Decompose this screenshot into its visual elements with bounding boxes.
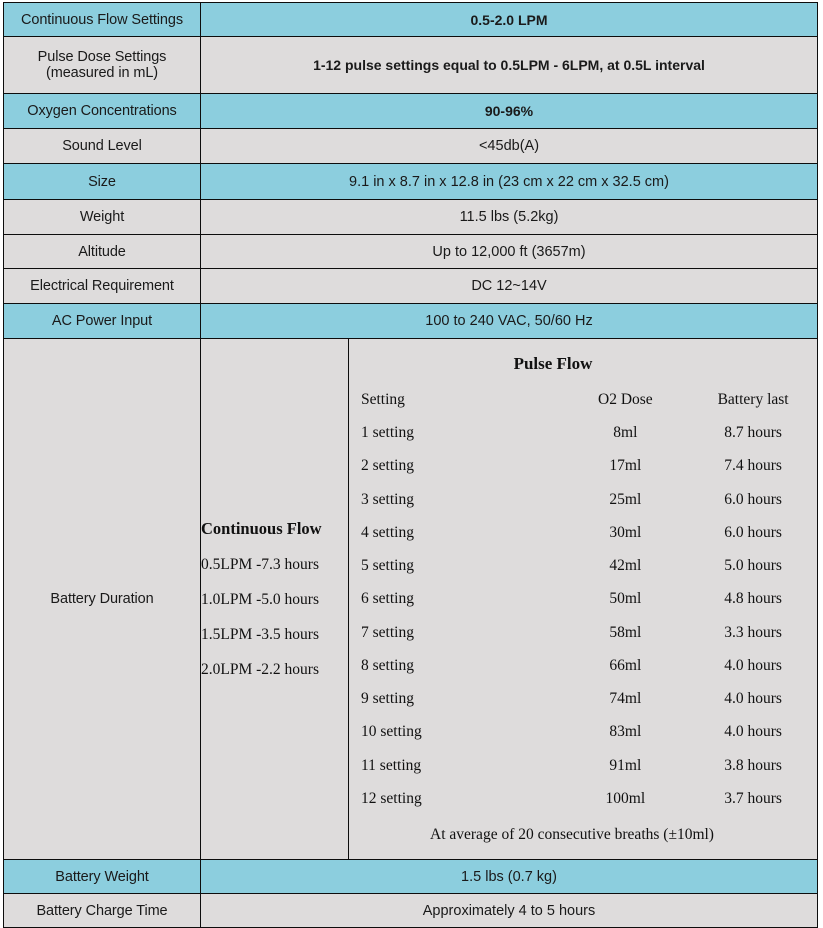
- table-row: [4, 3, 818, 37]
- row-value: [201, 200, 818, 235]
- pulse-flow-title: Pulse Flow: [513, 353, 593, 373]
- pulse-flow-row: [349, 691, 817, 724]
- pulse-flow-row: [349, 658, 817, 691]
- pulse-flow-dose: 50ml: [609, 590, 642, 608]
- continuous-flow-cell: [201, 339, 349, 860]
- pulse-flow-note: At average of 20 consecutive breaths (±10ml): [430, 826, 714, 844]
- row-label-text: Altitude: [78, 243, 126, 260]
- row-value: [201, 129, 818, 164]
- row-label-text: Continuous Flow Settings: [20, 11, 184, 28]
- battery-duration-label-text: Battery Duration: [50, 591, 154, 607]
- row-label: [4, 304, 201, 339]
- table-row: [4, 304, 818, 339]
- pulse-flow-battery: 6.0 hours: [724, 523, 782, 541]
- row-label-text: Sound Level: [62, 138, 142, 154]
- battery-duration-row: [4, 339, 818, 860]
- row-label-text: Electrical Requirement: [30, 278, 174, 294]
- pulse-flow-row: [349, 758, 817, 791]
- pulse-flow-setting: 6 setting: [361, 590, 414, 608]
- table-row: [4, 269, 818, 304]
- pulse-flow-setting: 5 setting: [361, 557, 414, 575]
- row-value: [201, 860, 818, 894]
- pulse-flow-battery: 4.8 hours: [724, 590, 782, 608]
- pulse-flow-row: [349, 791, 817, 824]
- row-label: [4, 37, 201, 94]
- pulse-flow-battery: 4.0 hours: [724, 723, 782, 741]
- pulse-flow-setting: 7 setting: [361, 623, 414, 641]
- row-value-text: 90-96%: [484, 103, 534, 119]
- row-label: [4, 235, 201, 269]
- row-value: [201, 235, 818, 269]
- row-label-text: Weight: [79, 209, 125, 225]
- pulse-flow-setting: 1 setting: [361, 424, 414, 442]
- table-row: [4, 860, 818, 894]
- continuous-flow-title: Continuous Flow: [201, 519, 322, 538]
- pulse-flow-setting: 10 setting: [361, 723, 422, 741]
- pulse-flow-setting: 9 setting: [361, 690, 414, 708]
- row-label: [4, 860, 201, 894]
- battery-duration-label: [4, 339, 201, 860]
- row-value: [201, 304, 818, 339]
- pulse-flow-row: [349, 458, 817, 491]
- pulse-flow-row: [349, 625, 817, 658]
- pulse-flow-header-setting: Setting: [361, 390, 405, 408]
- row-value: [201, 164, 818, 200]
- pulse-flow-row: [349, 558, 817, 591]
- pulse-flow-battery: 4.0 hours: [724, 656, 782, 674]
- pulse-flow-battery: 3.8 hours: [724, 756, 782, 774]
- row-value: [201, 37, 818, 94]
- pulse-flow-setting: 12 setting: [361, 789, 422, 807]
- pulse-flow-dose: 8ml: [613, 424, 638, 442]
- pulse-flow-setting: 4 setting: [361, 523, 414, 541]
- table-row: [4, 94, 818, 129]
- row-value-text: 11.5 lbs (5.2kg): [459, 209, 559, 225]
- row-label-text: Pulse Dose Settings: [37, 49, 167, 65]
- row-value: [201, 94, 818, 129]
- pulse-flow-header-row: [349, 392, 817, 425]
- row-value-text: Approximately 4 to 5 hours: [422, 902, 596, 919]
- table-row: [4, 894, 818, 928]
- pulse-flow-row: [349, 425, 817, 458]
- row-value: [201, 3, 818, 37]
- row-label: [4, 129, 201, 164]
- row-label: [4, 200, 201, 235]
- continuous-flow-line: 1.5LPM -3.5 hours: [201, 626, 319, 643]
- table-row: [4, 37, 818, 94]
- table-row: [4, 235, 818, 269]
- row-label-text: Size: [88, 173, 116, 190]
- row-value-text: 1.5 lbs (0.7 kg): [461, 868, 557, 885]
- continuous-flow-line: 0.5LPM -7.3 hours: [201, 556, 319, 573]
- pulse-flow-battery: 8.7 hours: [724, 424, 782, 442]
- pulse-flow-battery: 4.0 hours: [724, 690, 782, 708]
- row-value-text: 9.1 in x 8.7 in x 12.8 in (23 cm x 22 cm x 32.5 cm): [349, 173, 669, 190]
- row-label-subtext: (measured in mL): [45, 65, 159, 81]
- row-value: [201, 894, 818, 928]
- pulse-flow-row: [349, 591, 817, 624]
- pulse-flow-battery: 3.3 hours: [724, 623, 782, 641]
- row-value-text: 1-12 pulse settings equal to 0.5LPM - 6LPM, at 0.5L interval: [313, 57, 705, 73]
- row-label-text: Battery Charge Time: [36, 902, 168, 919]
- pulse-flow-dose: 58ml: [609, 623, 642, 641]
- pulse-flow-dose: 91ml: [609, 756, 642, 774]
- pulse-flow-battery: 3.7 hours: [724, 789, 782, 807]
- row-label: [4, 269, 201, 304]
- pulse-flow-row: [349, 525, 817, 558]
- pulse-flow-setting: 11 setting: [361, 756, 422, 774]
- pulse-flow-row: [349, 492, 817, 525]
- specifications-table: [3, 2, 818, 928]
- table-row: [4, 164, 818, 200]
- pulse-flow-grid: [349, 392, 817, 824]
- row-value-text: Up to 12,000 ft (3657m): [432, 243, 586, 260]
- pulse-flow-battery: 7.4 hours: [724, 457, 782, 475]
- continuous-flow-line: 2.0LPM -2.2 hours: [201, 661, 319, 678]
- pulse-flow-setting: 2 setting: [361, 457, 414, 475]
- row-label: [4, 3, 201, 37]
- pulse-flow-battery: 5.0 hours: [724, 557, 782, 575]
- pulse-flow-dose: 66ml: [609, 656, 642, 674]
- pulse-flow-dose: 83ml: [609, 723, 642, 741]
- pulse-flow-setting: 3 setting: [361, 490, 414, 508]
- pulse-flow-dose: 17ml: [609, 457, 642, 475]
- pulse-flow-header-battery: Battery last: [717, 390, 789, 408]
- row-value-text: 100 to 240 VAC, 50/60 Hz: [425, 313, 593, 329]
- pulse-flow-battery: 6.0 hours: [724, 490, 782, 508]
- row-label-text: Oxygen Concentrations: [27, 103, 177, 119]
- continuous-flow-line: 1.0LPM -5.0 hours: [201, 591, 319, 608]
- pulse-flow-dose: 25ml: [609, 490, 642, 508]
- pulse-flow-dose: 30ml: [609, 523, 642, 541]
- pulse-flow-row: [349, 724, 817, 757]
- row-value-text: <45db(A): [478, 138, 540, 154]
- table-row: [4, 200, 818, 235]
- pulse-flow-setting: 8 setting: [361, 656, 414, 674]
- row-label: [4, 164, 201, 200]
- pulse-flow-cell: [349, 339, 818, 860]
- row-label-text: AC Power Input: [51, 313, 153, 329]
- pulse-flow-dose: 100ml: [605, 789, 646, 807]
- row-label-text: Battery Weight: [55, 868, 149, 885]
- row-label: [4, 894, 201, 928]
- pulse-flow-header-dose: O2 Dose: [598, 390, 653, 408]
- pulse-flow-dose: 74ml: [609, 690, 642, 708]
- table-row: [4, 129, 818, 164]
- pulse-flow-dose: 42ml: [609, 557, 642, 575]
- row-label: [4, 94, 201, 129]
- spec-table-body: [4, 3, 818, 928]
- row-value-text: 0.5-2.0 LPM: [470, 11, 548, 28]
- row-value: [201, 269, 818, 304]
- row-value-text: DC 12~14V: [471, 278, 547, 294]
